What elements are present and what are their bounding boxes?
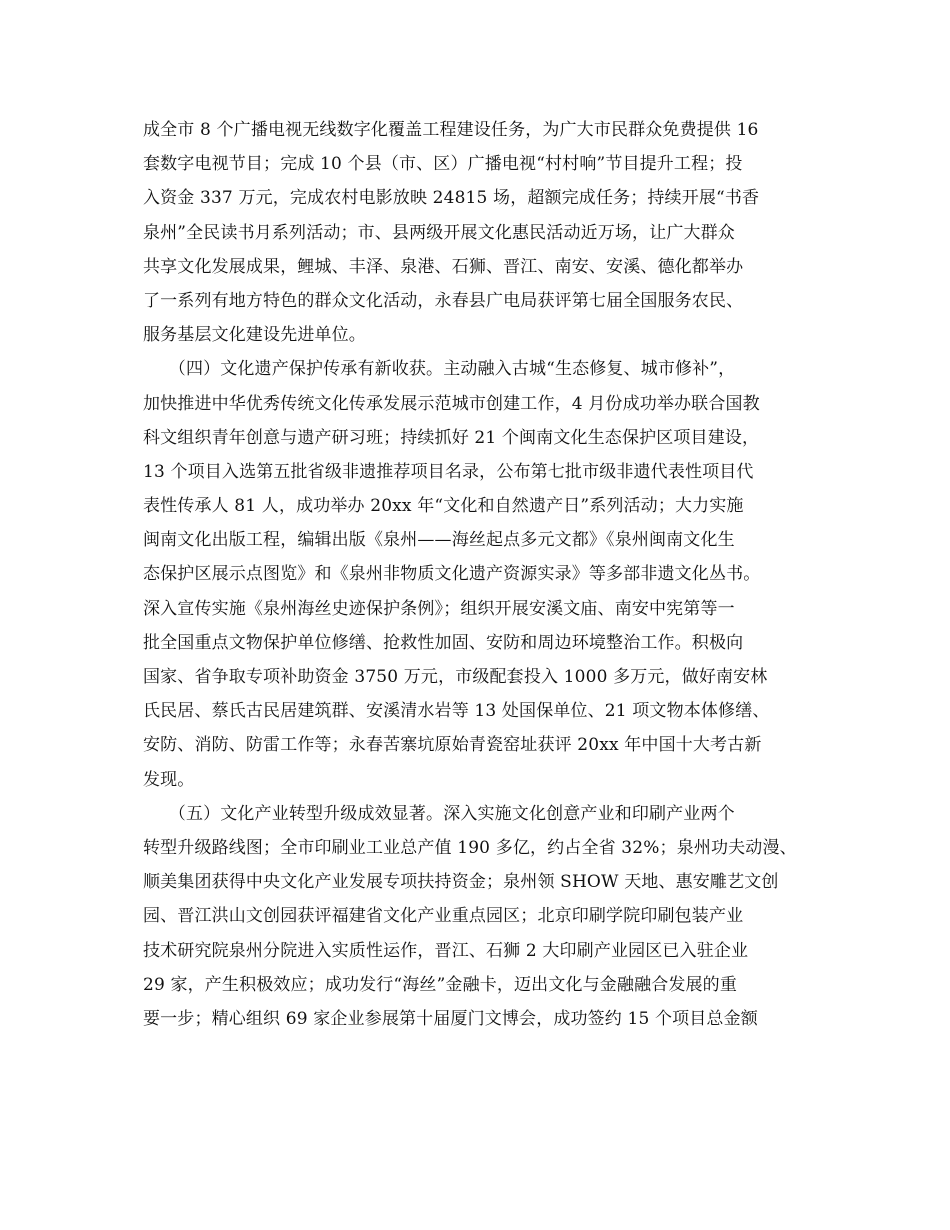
text-line: 国家、省争取专项补助资金 3750 万元，市级配套投入 1000 多万元，做好南安林 [143,667,768,687]
text-line: 科文组织青年创意与遗产研习班；持续抓好 21 个闽南文化生态保护区项目建设， [143,427,760,448]
paragraph-industry [143,797,813,1036]
text-line: 泉州”全民读书月系列活动；市、县两级开展文化惠民活动近万场，让广大群众 [143,222,735,243]
text-line: 服务基层文化建设先进单位。 [143,325,366,346]
text-line: 成全市 8 个广播电视无线数字化覆盖工程建设任务，为广大市民群众免费提供 16 [143,120,759,140]
text-line: 深入宣传实施《泉州海丝史迹保护条例》；组织开展安溪文庙、南安中宪第等一 [143,598,735,619]
text-line: 闽南文化出版工程，编辑出版《泉州——海丝起点多元文都》《泉州闽南文化生 [143,530,735,551]
text-line: （五）文化产业转型升级成效显著。深入实施文化创意产业和印刷产业两个 [143,803,735,824]
text-line: 了一系列有地方特色的群众文化活动，永春县广电局获评第七届全国服务农民、 [143,290,744,311]
text-line: 技术研究院泉州分院进入实质性运作，晋江、石狮 2 大印刷产业园区已入驻企业 [143,940,749,961]
text-line: 批全国重点文物保护单位修缮、抢救性加固、安防和周边环境整治工作。积极向 [143,632,744,653]
paragraph-broadcast [143,113,813,352]
text-line: 氏民居、蔡氏古民居建筑群、安溪清水岩等 13 处国保单位、21 项文物本体修缮、 [143,701,770,722]
text-line: 套数字电视节目；完成 10 个县（市、区）广播电视“村村响”节目提升工程；投 [143,154,743,175]
text-line: 29 家，产生积极效应；成功发行“海丝”金融卡，迈出文化与金融融合发展的重 [143,974,737,995]
text-line: （四）文化遗产保护传承有新收获。主动融入古城“生态修复、城市修补”， [143,359,736,380]
text-line: 加快推进中华优秀传统文化传承发展示范城市创建工作，4 月份成功举办联合国教 [143,393,760,414]
text-line: 安防、消防、防雷工作等；永春苦寨坑原始青瓷窑址获评 20xx 年中国十大考古新 [143,735,762,756]
text-line: 发现。 [143,769,195,790]
text-line: 要一步；精心组织 69 家企业参展第十届厦门文博会，成功签约 15 个项目总金额 [143,1008,758,1029]
text-line: 态保护区展示点图览》和《泉州非物质文化遗产资源实录》等多部非遗文化丛书。 [143,564,761,585]
paragraph-heritage [143,352,813,796]
text-line: 表性传承人 81 人，成功举办 20xx 年“文化和自然遗产日”系列活动；大力实施 [143,496,744,517]
document-body [143,113,813,1036]
text-line: 共享文化发展成果，鲤城、丰泽、泉港、石狮、晋江、南安、安溪、德化都举办 [143,256,744,277]
text-line: 转型升级路线图；全市印刷业工业总产值 190 多亿，约占全省 32%；泉州功夫动漫、 [143,837,797,858]
text-line: 顺美集团获得中央文化产业发展专项扶持资金；泉州领 SHOW 天地、惠安雕艺文创 [143,872,779,893]
text-line: 13 个项目入选第五批省级非遗推荐项目名录，公布第七批市级非遗代表性项目代 [143,461,754,482]
text-line: 入资金 337 万元，完成农村电影放映 24815 场，超额完成任务；持续开展“书香 [143,188,760,209]
text-line: 园、晋江洪山文创园获评福建省文化产业重点园区；北京印刷学院印刷包装产业 [143,906,744,927]
